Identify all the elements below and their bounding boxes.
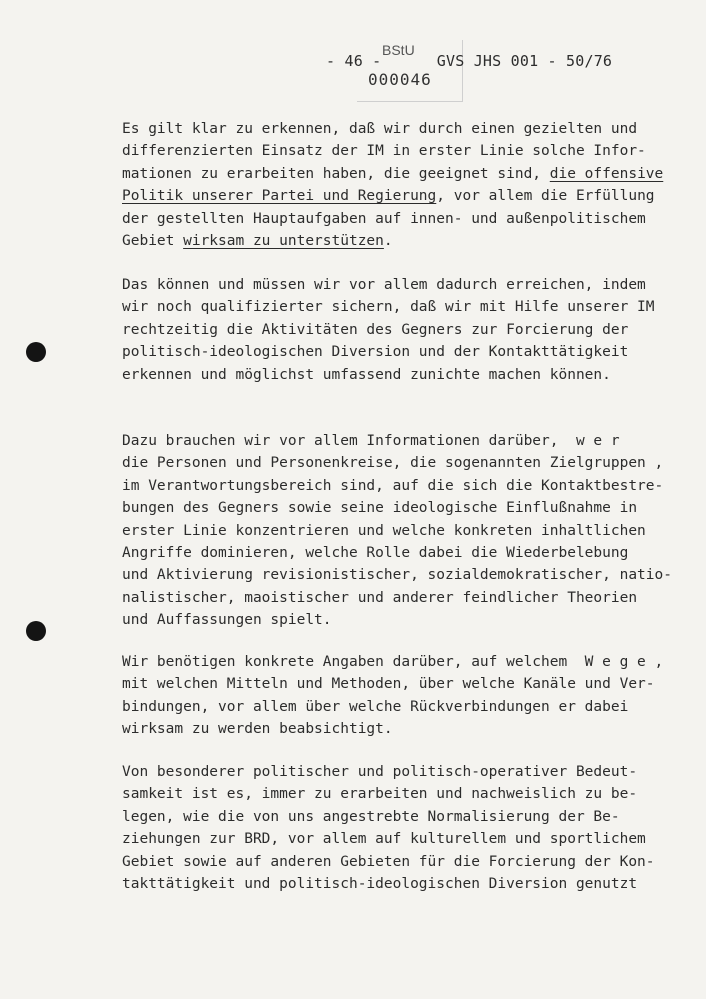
text-segment: bungen des Gegners sowie seine ideologische Einflußnahme in [122, 500, 638, 517]
text-line [122, 651, 682, 673]
text-segment: die Personen und Personenkreise, die sogenannten Zielgruppen , [122, 455, 664, 472]
text-line [122, 497, 682, 519]
text-line [122, 696, 682, 718]
text-segment: takttätigkeit und politisch-ideologischen Diversion genutzt [122, 876, 638, 893]
text-line [122, 163, 682, 185]
text-segment: wir noch qualifizierter sichern, daß wir mit Hilfe unserer IM [122, 299, 655, 316]
text-segment: im Verantwortungsbereich sind, auf die sich die Kontaktbestre- [122, 477, 664, 494]
text-line [122, 828, 682, 850]
text-line [122, 430, 682, 452]
text-segment: . [383, 233, 393, 250]
text-line [122, 783, 682, 805]
text-line [122, 364, 682, 386]
text-segment: Das können und müssen wir vor allem dadurch erreichen, indem [122, 277, 646, 293]
text-line [122, 718, 682, 740]
archive-stamp-label: BStU [382, 42, 415, 58]
text-line [122, 564, 682, 586]
text-segment: Von besonderer politischer und politisch-operativer Bedeut- [122, 764, 638, 780]
text-segment: Gebiet [122, 233, 184, 250]
text-line [122, 296, 682, 318]
paragraph-3 [122, 430, 682, 632]
text-segment: Angriffe dominieren, welche Rolle dabei die Wiederbelebung [122, 545, 629, 562]
text-segment: differenzierten Einsatz der IM in erster Linie solche Infor- [122, 143, 646, 160]
text-segment: , vor allem die Erfüllung [436, 188, 655, 205]
page-number: - 46 - [326, 52, 382, 70]
archive-stamp-number: 000046 [368, 70, 432, 89]
underlined-text: Politik unserer Partei und Regierung [122, 188, 437, 205]
page-header [326, 52, 612, 70]
text-segment: erster Linie konzentrieren und welche konkreten inhaltlichen [122, 522, 646, 539]
text-line [122, 140, 682, 162]
text-line [122, 520, 682, 542]
text-segment: der gestellten Hauptaufgaben auf innen- und außenpolitischem [122, 210, 646, 227]
text-line [122, 542, 682, 564]
text-line [122, 274, 682, 296]
text-line [122, 230, 682, 252]
document-reference: GVS JHS 001 - 50/76 [436, 52, 613, 70]
text-line [122, 609, 682, 631]
punch-hole-top [26, 342, 46, 362]
text-line [122, 118, 682, 140]
paragraph-2 [122, 274, 682, 386]
text-segment: mit welchen Mitteln und Methoden, über welche Kanäle und Ver- [122, 676, 655, 693]
text-line [122, 587, 682, 609]
underlined-text: die offensive [549, 165, 664, 182]
text-line [122, 673, 682, 695]
text-segment: mationen zu erarbeiten haben, die geeignet sind, [122, 165, 550, 182]
text-segment: wirksam zu werden beabsichtigt. [122, 721, 393, 738]
text-segment: Dazu brauchen wir vor allem Informationen darüber, w e r [122, 433, 620, 449]
paragraph-5 [122, 761, 682, 895]
text-segment: Es gilt klar zu erkennen, daß wir durch einen gezielten und [122, 121, 638, 137]
text-segment: Wir benötigen konkrete Angaben darüber, auf welchem W e g e , [122, 654, 664, 670]
text-line [122, 806, 682, 828]
text-line [122, 341, 682, 363]
text-segment: und Auffassungen spielt. [122, 612, 332, 629]
text-segment: erkennen und möglichst umfassend zunichte machen können. [122, 366, 611, 383]
text-segment: rechtzeitig die Aktivitäten des Gegners zur Forcierung der [122, 321, 629, 338]
text-segment: und Aktivierung revisionistischer, sozialdemokratischer, natio- [122, 567, 672, 584]
underlined-text: wirksam zu unterstützen [183, 233, 384, 250]
text-line [122, 452, 682, 474]
text-segment: legen, wie die von uns angestrebte Normalisierung der Be- [122, 808, 620, 825]
punch-hole-bottom [26, 621, 46, 641]
text-segment: bindungen, vor allem über welche Rückverbindungen er dabei [122, 698, 629, 715]
text-segment: samkeit ist es, immer zu erarbeiten und nachweislich zu be- [122, 786, 638, 803]
text-segment: nalistischer, maoistischer und anderer feindlicher Theorien [122, 589, 638, 606]
text-line [122, 208, 682, 230]
text-line [122, 319, 682, 341]
text-segment: ziehungen zur BRD, vor allem auf kulturellem und sportlichem [122, 831, 646, 848]
text-segment: Gebiet sowie auf anderen Gebieten für die Forcierung der Kon- [122, 853, 655, 870]
paragraph-4 [122, 651, 682, 741]
text-line [122, 761, 682, 783]
text-line [122, 851, 682, 873]
text-segment: politisch-ideologischen Diversion und der Kontakttätigkeit [122, 344, 629, 361]
paragraph-1 [122, 118, 682, 252]
text-line [122, 185, 682, 207]
text-line [122, 475, 682, 497]
text-line [122, 873, 682, 895]
